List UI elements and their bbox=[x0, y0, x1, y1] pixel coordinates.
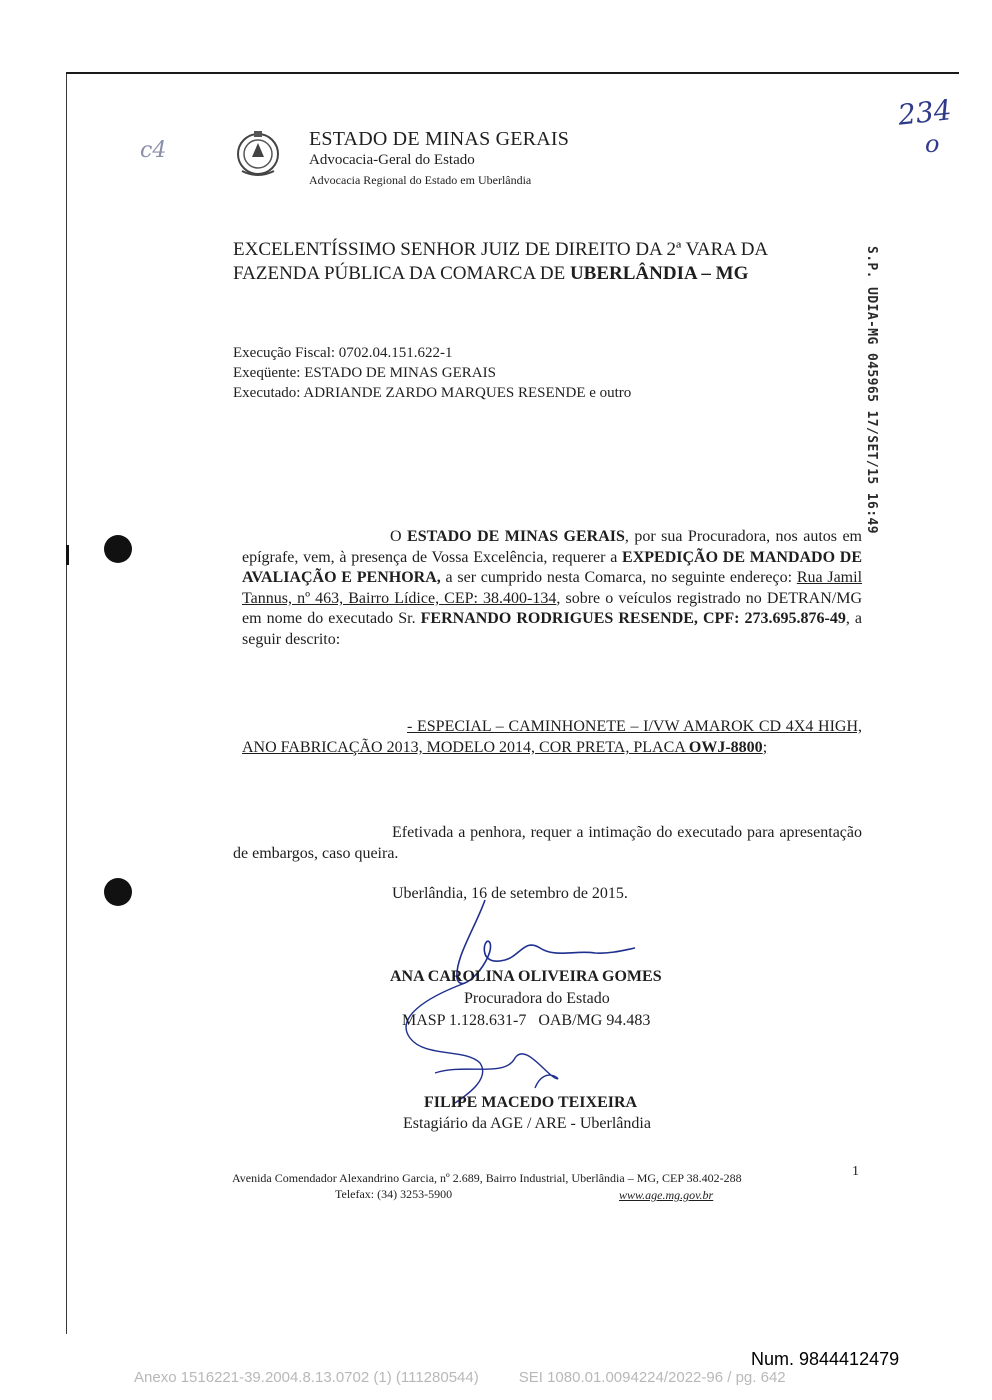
annex-watermark bbox=[134, 1369, 826, 1386]
margin-mark bbox=[66, 545, 69, 565]
vehicle-description: - ESPECIAL – CAMINHONETE – I/VW AMAROK CD 4X4 HIGH, ANO FABRICAÇÃO 2013, MODELO 2014, COR PRETA, PLACA OWJ-8800; bbox=[242, 718, 862, 756]
signatory-ids: MASP 1.128.631-7 OAB/MG 94.483 bbox=[402, 1012, 651, 1029]
punch-hole-bottom bbox=[104, 878, 132, 906]
debtor: Executado: ADRIANDE ZARDO MARQUES RESENDE e outro bbox=[233, 385, 632, 401]
property-address: Rua Jamil Tannus, nº 463, Bairro Lídice, CEP: 38.400-134 bbox=[242, 569, 863, 607]
intern-name: FILIPE MACEDO TEIXEIRA bbox=[424, 1094, 638, 1111]
page-number: 1 bbox=[852, 1164, 859, 1179]
handwritten-margin-note: c4 bbox=[140, 138, 167, 163]
creditor: Exeqüente: ESTADO DE MINAS GERAIS bbox=[233, 365, 496, 381]
agency-name: Advocacia-Geral do Estado bbox=[309, 152, 475, 168]
regional-office: Advocacia Regional do Estado em Uberlândia bbox=[309, 173, 532, 187]
state-coat-of-arms-icon bbox=[234, 127, 282, 179]
state-name: ESTADO DE MINAS GERAIS bbox=[309, 128, 570, 150]
intern-role: Estagiário da AGE / ARE - Uberlândia bbox=[403, 1115, 651, 1132]
closing-paragraph: Efetivada a penhora, requer a intimação do executado para apresentação de embargos, caso queira. bbox=[233, 824, 862, 862]
handwritten-mark: o bbox=[925, 130, 940, 158]
case-number: Execução Fiscal: 0702.04.151.622-1 bbox=[233, 345, 453, 361]
request-paragraph: O ESTADO DE MINAS GERAIS, por sua Procuradora, nos autos em epígrafe, vem, à presença de Vossa Excelência, requerer a EXPEDIÇÃO DE MANDADO DE AVALIAÇÃO E PENHORA, a ser cumprido nesta Comarca, no seguinte endereço: Rua Jamil Tannus, nº 463, Bairro Lídice, CEP: 38.400-134, sobre o veículos registrado no DETRAN/MG em nome do executado Sr. FERNANDO RODRIGUES RESENDE, CPF: 273.695.876-49, a seguir descrito: bbox=[242, 528, 863, 648]
date-line: Uberlândia, 16 de setembro de 2015. bbox=[392, 885, 628, 902]
addressee bbox=[233, 238, 865, 286]
left-border bbox=[66, 74, 67, 1334]
footer-website: www.age.mg.gov.br bbox=[619, 1188, 714, 1202]
footer-phone: Telefax: (34) 3253-5900 bbox=[335, 1187, 453, 1201]
protocol-stamp-text: S.P. UDIA-MG 045965 17/SET/15 16:49 bbox=[864, 246, 879, 534]
handwritten-page-number: 234 bbox=[896, 93, 954, 132]
protocol-stamp bbox=[857, 246, 883, 534]
annex-right: SEI 1080.01.0094224/2022-96 / pg. 642 bbox=[518, 1369, 786, 1386]
footer-address: Avenida Comendador Alexandrino Garcia, nº 2.689, Bairro Industrial, Uberlândia – MG, CEP 38.402-288 bbox=[232, 1171, 742, 1185]
top-border bbox=[66, 72, 959, 74]
signatory-name: ANA CAROLINA OLIVEIRA GOMES bbox=[390, 968, 662, 985]
case-info bbox=[233, 343, 631, 403]
addressee-line1: EXCELENTÍSSIMO SENHOR JUIZ DE DIREITO DA 2ª VARA DA bbox=[233, 239, 769, 260]
addressee-line2: FAZENDA PÚBLICA DA COMARCA DE UBERLÂNDIA – MG bbox=[233, 263, 749, 284]
license-plate: OWJ-8800 bbox=[688, 739, 763, 756]
document-number: Num. 9844412479 bbox=[751, 1349, 900, 1369]
signatory-role: Procuradora do Estado bbox=[464, 990, 610, 1007]
annex-left: Anexo 1516221-39.2004.8.13.0702 (1) (111280544) bbox=[134, 1369, 479, 1386]
punch-hole-top bbox=[104, 535, 132, 563]
